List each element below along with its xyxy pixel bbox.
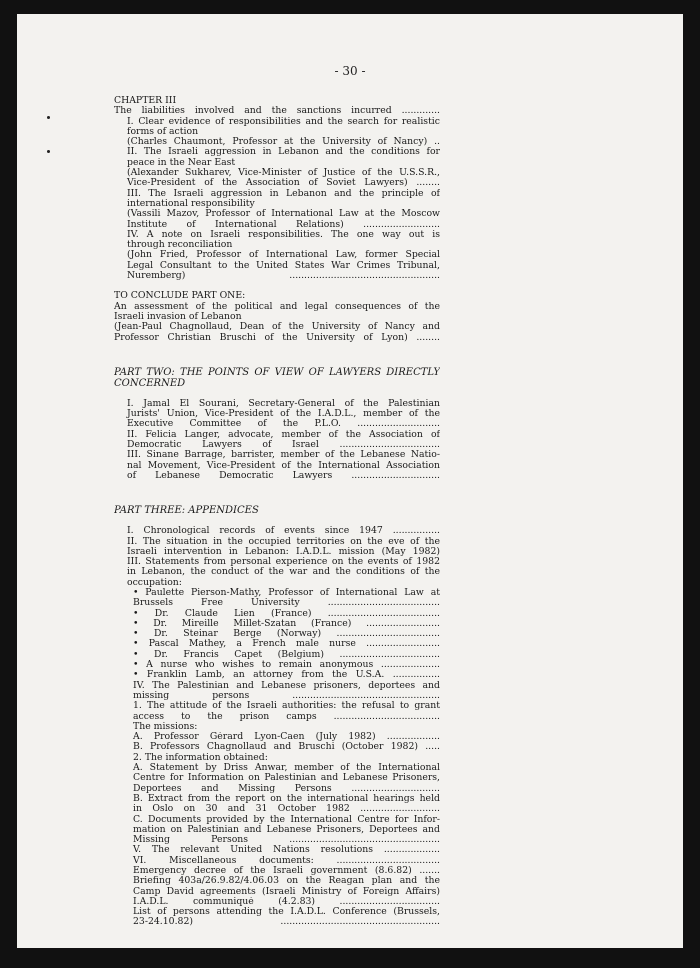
toc-spacer [114, 389, 440, 399]
toc-line: • Paulette Pierson-Mathy, Professor of International Law at [133, 587, 440, 598]
toc-line: of Lebanese Democratic Lawyers .............................. [127, 470, 440, 481]
toc-line: V. The relevant United Nations resolutions ................... [133, 845, 440, 856]
toc-line: III. Statements from personal experience on the events of 1982 [127, 557, 440, 568]
toc-line: (Charles Chaumont, Professor at the University of Nancy) .. [127, 137, 440, 148]
toc-line: Professor Christian Bruschi of the University of Lyon) ........ [114, 332, 440, 343]
toc-line: PART THREE: APPENDICES [114, 505, 259, 517]
toc-line: TO CONCLUDE PART ONE: [114, 291, 246, 302]
toc-line: IV. The Palestinian and Lebanese prisoners, deportees and [133, 680, 440, 691]
toc-line: B. Extract from the report on the international hearings held [133, 793, 440, 804]
toc-line: Nuremberg) ................................................... [127, 271, 440, 282]
toc-line: missing persons .................................................. [133, 690, 440, 701]
toc-line: • A nurse who wishes to remain anonymous .................... [133, 660, 440, 671]
toc-line: • Dr. Mireille Millet-Szatan (France) ......................... [133, 618, 440, 629]
toc-line: Emergency decree of the Israeli government (8.6.82) ....... [133, 866, 440, 876]
toc-line: Legal Consultant to the United States War Crimes Tribunal, [127, 260, 440, 271]
toc-line: Israeli intervention in Lebanon: I.A.D.L. mission (May 1982) [127, 546, 440, 557]
toc-spacer [114, 516, 440, 526]
toc-line: I. Clear evidence of responsibilities and the search for realistic [127, 116, 440, 127]
toc-line: (Jean-Paul Chagnollaud, Dean of the University of Nancy and [114, 322, 440, 333]
toc-line: I.A.D.L. communiqué (4.2.83) .................................. [133, 896, 440, 907]
toc-line: (Vassili Mazov, Professor of International Law at the Moscow [127, 209, 440, 220]
toc-line: international responsibility [127, 198, 255, 209]
toc-line: CONCERNED [114, 377, 186, 389]
toc-line: nal Movement, Vice-President of the International Association [127, 460, 440, 471]
toc-line: access to the prison camps .................................... [133, 711, 440, 722]
toc-line: occupation: [127, 577, 182, 588]
toc-line: III. Sinane Barrage, barrister, member of the Lebanese Natio- [127, 450, 440, 461]
toc-line: IV. A note on Israeli responsibilities. The one way out is [127, 229, 440, 240]
toc-line: mation on Palestinian and Lebanese Prisoners, Deportees and [133, 824, 440, 835]
toc-line: VI. Miscellaneous documents: ................................... [133, 855, 440, 866]
toc-line: CHAPTER III [114, 96, 177, 106]
toc-line: peace in the Near East [127, 157, 236, 168]
toc-line: The liabilities involved and the sanctions incurred ............. [114, 106, 440, 117]
margin-mark [47, 150, 50, 153]
toc-line: Institute of International Relations) .......................... [127, 219, 440, 230]
toc-line: • Dr. Claude Lien (France) ...................................... [133, 608, 440, 619]
toc-line: PART TWO: THE POINTS OF VIEW OF LAWYERS DIRECTLY [114, 366, 440, 378]
toc-spacer [114, 343, 440, 367]
toc-line: (John Fried, Professor of International Law, former Special [127, 250, 440, 261]
toc-line: List of persons attending the I.A.D.L. Conference (Brussels, [133, 907, 440, 918]
toc-line: II. The Israeli aggression in Lebanon and the conditions for [127, 147, 440, 158]
toc-line: A. Professor Gérard Lyon-Caen (July 1982) .................. [133, 732, 440, 743]
toc-line: Camp David agreements (Israeli Ministry of Foreign Affairs) [133, 886, 440, 897]
toc-line: The missions: [133, 721, 198, 732]
toc-line: II. Felicia Langer, advocate, member of the Association of [127, 429, 440, 440]
toc-line: Jurists' Union, Vice-President of the I.A.D.L., member of the [127, 409, 440, 420]
toc-line: C. Documents provided by the International Centre for Infor- [133, 814, 440, 825]
toc-line: Deportees and Missing Persons .............................. [133, 783, 440, 794]
toc-line: Vice-President of the Association of Soviet Lawyers) ........ [127, 178, 440, 189]
toc-line: Executive Committee of the P.L.O. ............................ [127, 419, 440, 430]
toc-line: Democratic Lawyers of Israel .................................. [127, 440, 440, 451]
toc-line: Missing Persons ................................................... [133, 835, 440, 846]
toc-line: A. Statement by Driss Anwar, member of the International [133, 763, 440, 774]
toc-spacer [114, 281, 440, 291]
toc-line: Centre for Information on Palestinian and Lebanese Prisoners, [133, 773, 440, 784]
toc-line: Israeli invasion of Lebanon [114, 311, 242, 322]
toc-line: An assessment of the political and legal consequences of the [114, 301, 440, 312]
toc-line: (Alexander Sukharev, Vice-Minister of Justice of the U.S.S.R., [127, 168, 440, 179]
toc-line: 23-24.10.82) ...................................................... [133, 917, 440, 928]
toc-line: • Franklin Lamb, an attorney from the U.S.A. ................ [133, 670, 440, 681]
toc-line: Brussels Free University ...................................... [133, 598, 440, 609]
toc-line: B. Professors Chagnollaud and Bruschi (October 1982) ..... [133, 742, 440, 753]
page-number: - 30 - [334, 64, 366, 78]
margin-mark [47, 116, 50, 119]
toc-line: 1. The attitude of the Israeli authorities: the refusal to grant [133, 701, 440, 712]
toc-line: I. Chronological records of events since 1947 ................ [127, 526, 440, 537]
table-of-contents [114, 96, 440, 928]
toc-line: forms of action [127, 126, 199, 137]
toc-line: in Oslo on 30 and 31 October 1982 ........................... [133, 804, 440, 815]
toc-line: through reconciliation [127, 240, 233, 251]
toc-line: • Pascal Mathey, a French male nurse ......................... [133, 639, 440, 650]
toc-spacer [114, 481, 440, 505]
toc-line: in Lebanon, the conduct of the war and the conditions of the [127, 567, 440, 578]
toc-line: III. The Israeli aggression in Lebanon and the principle of [127, 188, 440, 199]
toc-line: • Dr. Francis Capet (Belgium) .................................. [133, 649, 440, 660]
toc-line: I. Jamal El Sourani, Secretary-General of the Palestinian [127, 398, 440, 409]
toc-line: • Dr. Steinar Berge (Norway) ................................... [133, 629, 440, 640]
toc-line: II. The situation in the occupied territories on the eve of the [127, 536, 440, 547]
toc-line: 2. The information obtained: [133, 752, 268, 763]
toc-line: Briefing 403a/26.9.82/4.06.03 on the Reagan plan and the [133, 876, 440, 887]
